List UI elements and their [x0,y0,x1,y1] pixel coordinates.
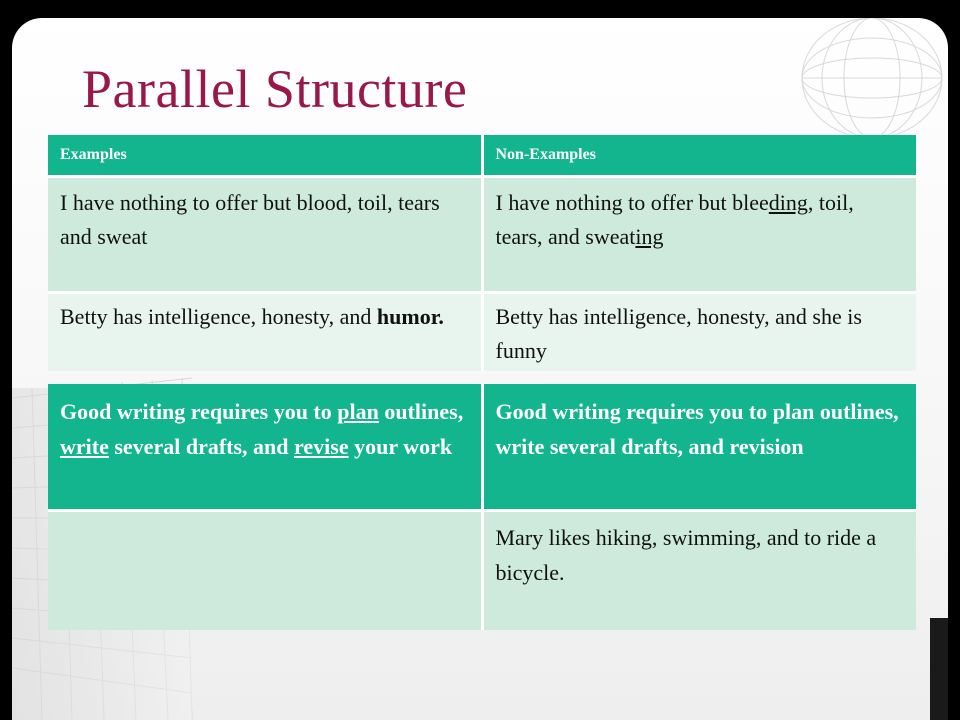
cell-text: Good writing requires you to plan outlines, write several drafts, and revision [495,399,899,459]
underlined-text: ing [635,224,664,249]
table-cell [48,293,482,371]
table-cell-empty [48,510,482,630]
header-non-examples: Non-Examples [482,135,916,177]
table-cell [48,177,482,293]
table-cell [48,384,482,510]
table-cell [482,510,916,630]
table-cell [482,293,916,371]
cell-text: outlines, [378,399,464,424]
underlined-text: revise [294,434,349,459]
underlined-text: plan [337,399,379,424]
examples-table-2 [48,384,916,630]
table-cell [482,384,916,510]
slide-title: Parallel Structure [82,59,468,119]
cell-text: Mary likes hiking, swimming, and to ride a bicycle. [495,524,877,585]
cell-text: Good writing requires you to [60,399,338,424]
underlined-text: ding [768,190,808,215]
cell-text: Betty has intelligence, honesty, and [60,304,377,329]
cell-text: Betty has intelligence, honesty, and she is funny [495,304,862,363]
slide [12,18,948,720]
table-row [48,177,916,293]
table-cell [482,177,916,293]
table-row [48,510,916,630]
cell-text: several drafts, and [108,434,295,459]
dark-edge-strip [930,618,948,720]
cell-text: , toil, tears, and sweat [495,190,854,249]
bold-text: humor. [376,304,444,329]
header-examples: Examples [48,135,482,177]
table-row [48,293,916,371]
cell-text: I have nothing to offer but blood, toil, tears and sweat [60,190,440,249]
cell-text: your work [348,434,453,459]
table-header-row [48,135,916,177]
examples-table [48,135,916,371]
cell-text: I have nothing to offer but blee [495,190,769,215]
table-row [48,384,916,510]
underlined-text: write [60,434,109,459]
